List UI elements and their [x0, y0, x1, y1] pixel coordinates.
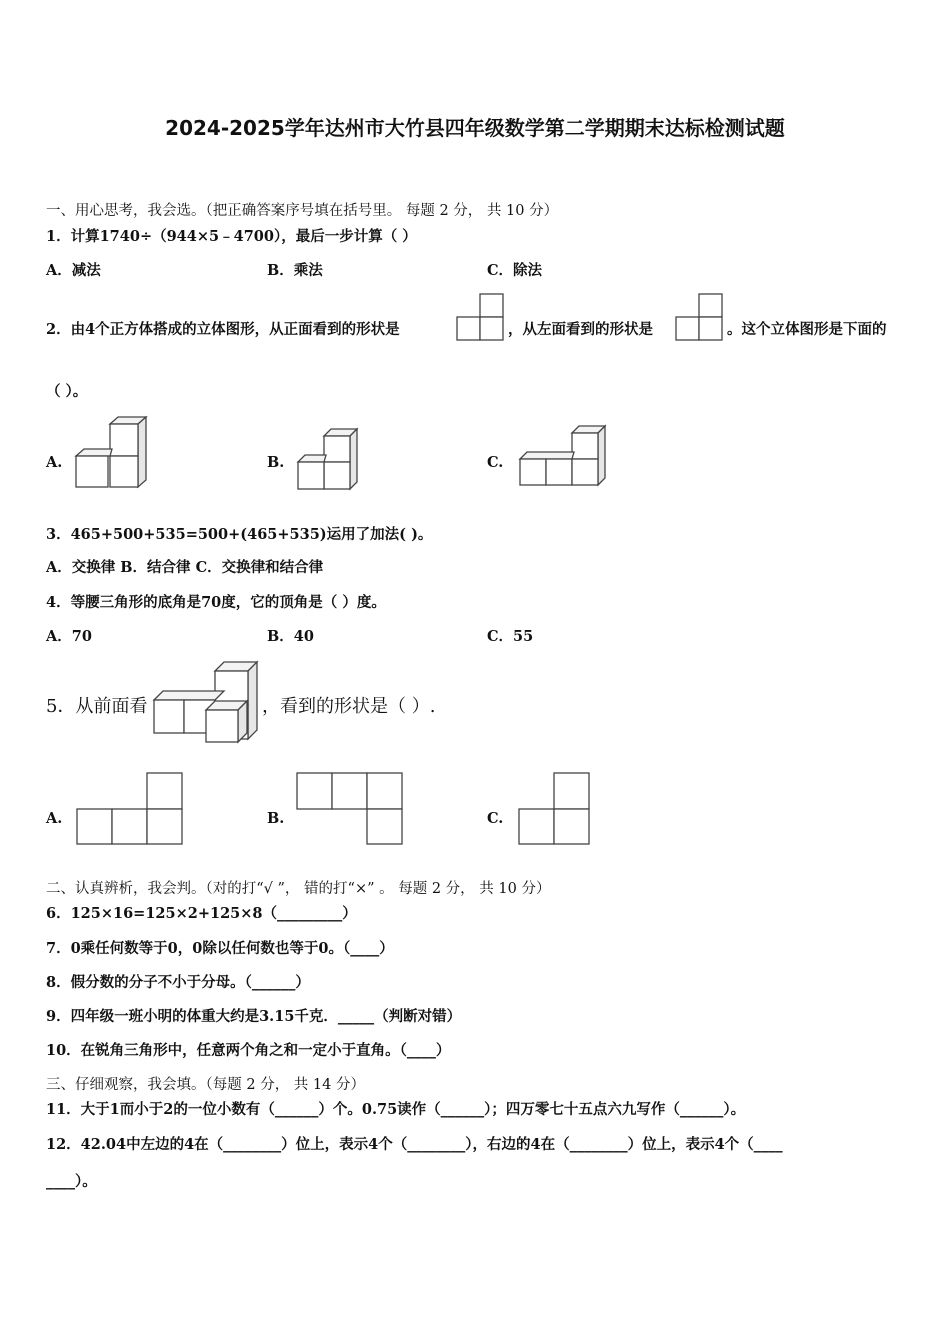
q2-option-b-figure — [296, 426, 360, 490]
q2-option-a-label: A. — [46, 454, 63, 471]
section2-heading: 二、认真辨析，我会判。（对的打“√ ”， 错的打“×” 。 每题 2 分， 共 10 分） — [46, 881, 551, 897]
q4-option-c: C．55 — [487, 628, 534, 645]
q1-option-b: B．乘法 — [267, 262, 323, 279]
q2-text-b: ，从左面看到的形状是 — [508, 321, 653, 338]
section3-heading: 三、仔细观察，我会填。（每题 2 分， 共 14 分） — [46, 1077, 365, 1093]
q1-option-a: A．减法 — [46, 262, 101, 279]
q1-text: 1．计算1740÷（944×5﹣4700），最后一步计算（ ） — [46, 228, 417, 245]
q5-option-b-figure — [296, 772, 406, 846]
q12-text-b: ____）。 — [46, 1173, 97, 1190]
q5-option-a-label: A. — [46, 810, 63, 827]
q5-option-c-label: C. — [487, 810, 504, 827]
q2-blank: （ ）。 — [46, 383, 88, 400]
q5-option-b-label: B. — [267, 810, 285, 827]
q5-3d-figure — [152, 660, 262, 744]
q2-front-view-figure — [455, 293, 505, 343]
q9-text: 9．四年级一班小明的体重大约是3.15千克．_____（判断对错） — [46, 1008, 462, 1025]
q12-text-a: 12．42.04中左边的4在（________）位上，表示4个（________），右边的4在（________）位上，表示4个（____ — [46, 1136, 783, 1153]
q5-option-c-figure — [518, 772, 594, 846]
q4-option-a: A．70 — [46, 628, 92, 645]
q11-text: 11．大于1而小于2的一位小数有（______）个。0.75读作（______）；四万零七十五点六九写作（______）。 — [46, 1101, 746, 1118]
q5-text-b: ，看到的形状是（ ）. — [262, 696, 436, 717]
q2-left-view-figure — [674, 293, 724, 343]
q2-option-b-label: B. — [267, 454, 285, 471]
section1-heading: 一、用心思考，我会选。（把正确答案序号填在括号里。 每题 2 分， 共 10 分） — [46, 203, 559, 219]
page-title: 2024-2025学年达州市大竹县四年级数学第二学期期末达标检测试题 — [165, 116, 785, 140]
q10-text: 10．在锐角三角形中，任意两个角之和一定小于直角。（____） — [46, 1042, 451, 1059]
q2-option-a-figure — [74, 416, 154, 490]
q6-text: 6．125×16=125×2+125×8（_________） — [46, 905, 357, 922]
q2-option-c-figure — [518, 424, 608, 488]
q3-options: A．交换律 B．结合律 C．交换律和结合律 — [46, 559, 324, 576]
q3-text: 3．465+500+535=500+(465+535)运用了加法( )。 — [46, 526, 433, 543]
q5-option-a-figure — [76, 772, 186, 846]
q2-option-c-label: C. — [487, 454, 504, 471]
q8-text: 8．假分数的分子不小于分母。（______） — [46, 974, 310, 991]
q2-text-c: 。这个立体图形是下面的 — [727, 321, 887, 338]
q7-text: 7．0乘任何数等于0，0除以任何数也等于0。（____） — [46, 940, 394, 957]
q2-text-a: 2．由4个正方体搭成的立体图形，从正面看到的形状是 — [46, 321, 400, 338]
q4-option-b: B．40 — [267, 628, 314, 645]
q5-text-a: 5．从前面看 — [46, 696, 148, 717]
q1-option-c: C．除法 — [487, 262, 543, 279]
q4-text: 4．等腰三角形的底角是70度，它的顶角是（ ）度。 — [46, 594, 386, 611]
